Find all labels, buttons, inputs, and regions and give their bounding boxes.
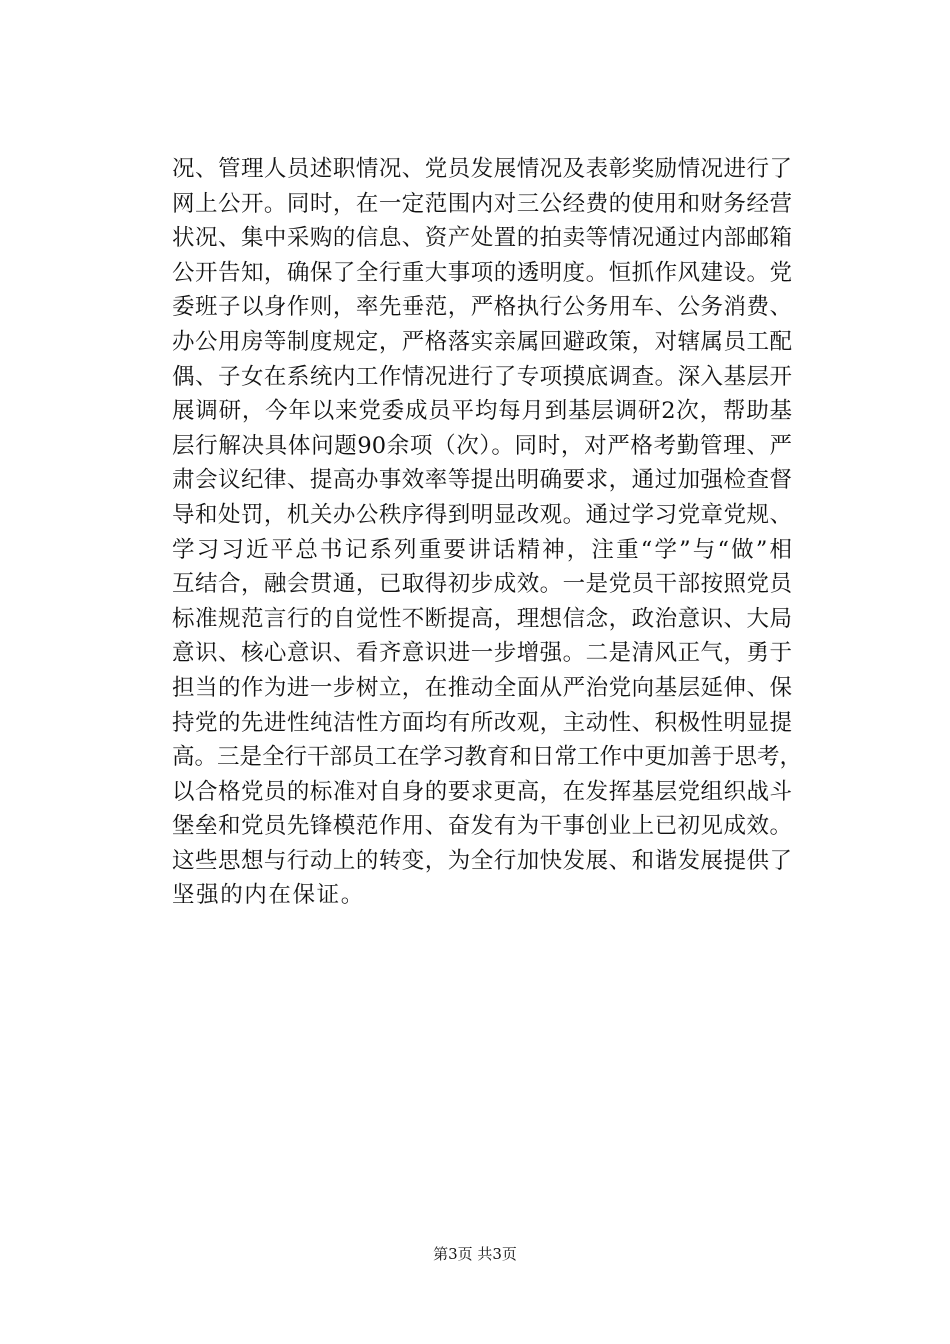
text-line: 高。三是全行干部员工在学习教育和日常工作中更加善于思考， xyxy=(172,744,803,771)
text-line: 这些思想与行动上的转变，为全行加快发展、和谐发展提供了 xyxy=(172,847,792,874)
text-line: 互结合，融会贯通，已取得初步成效。一是党员干部按照党员 xyxy=(172,571,792,598)
text-line: 意识、核心意识、看齐意识进一步增强。二是清风正气，勇于 xyxy=(172,640,792,667)
text-line: 展调研，今年以来党委成员平均每月到基层调研2次，帮助基 xyxy=(172,398,792,425)
text-line: 委班子以身作则，率先垂范，严格执行公务用车、公务消费、 xyxy=(172,294,792,321)
text-line: 层行解决具体问题90余项（次）。同时，对严格考勤管理、严 xyxy=(172,432,792,459)
text-line: 学习习近平总书记系列重要讲话精神，注重“学”与“做”相 xyxy=(172,536,792,563)
text-line: 标准规范言行的自觉性不断提高，理想信念，政治意识、大局 xyxy=(172,605,792,632)
text-line: 导和处罚，机关办公秩序得到明显改观。通过学习党章党规、 xyxy=(172,501,792,528)
text-line-last: 坚强的内在保证。 xyxy=(172,882,365,909)
body-paragraph xyxy=(172,152,803,913)
text-line: 网上公开。同时，在一定范围内对三公经费的使用和财务经营 xyxy=(172,190,792,217)
text-line: 状况、集中采购的信息、资产处置的拍卖等情况通过内部邮箱 xyxy=(172,225,792,252)
text-line: 堡垒和党员先锋模范作用、奋发有为干事创业上已初见成效。 xyxy=(172,813,792,840)
text-line: 担当的作为进一步树立，在推动全面从严治党向基层延伸、保 xyxy=(172,674,792,701)
text-line: 办公用房等制度规定，严格落实亲属回避政策，对辖属员工配 xyxy=(172,328,792,355)
text-line: 肃会议纪律、提高办事效率等提出明确要求，通过加强检查督 xyxy=(172,467,792,494)
page-number-footer: 第3页 共3页 xyxy=(433,1245,517,1263)
text-line: 以合格党员的标准对自身的要求更高，在发挥基层党组织战斗 xyxy=(172,778,792,805)
text-line: 持党的先进性纯洁性方面均有所改观，主动性、积极性明显提 xyxy=(172,709,792,736)
text-line: 况、管理人员述职情况、党员发展情况及表彰奖励情况进行了 xyxy=(172,156,792,182)
text-line: 偶、子女在系统内工作情况进行了专项摸底调查。深入基层开 xyxy=(172,363,792,390)
text-line: 公开告知，确保了全行重大事项的透明度。恒抓作风建设。党 xyxy=(172,259,792,286)
